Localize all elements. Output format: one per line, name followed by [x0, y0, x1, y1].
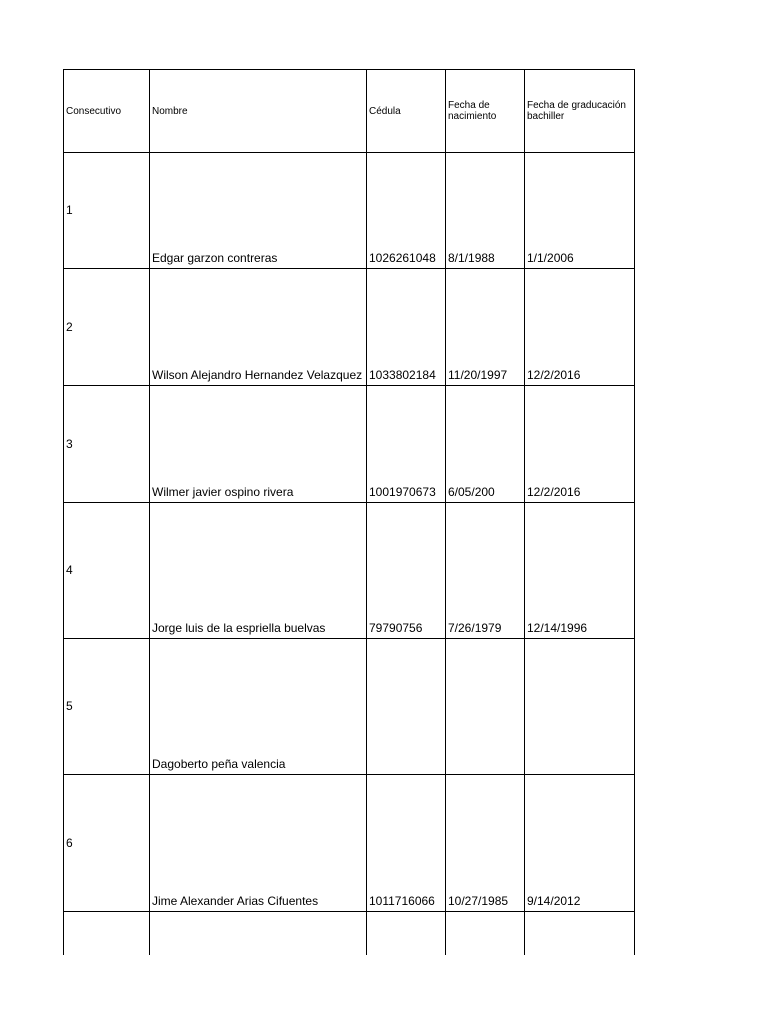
- table-row: [64, 503, 635, 639]
- cell-fecha-nacimiento: 6/05/200: [446, 386, 525, 503]
- cell-cedula: 1026261048: [367, 153, 446, 269]
- table-row: [64, 386, 635, 503]
- table-row: [64, 775, 635, 912]
- cell-cedula: 1001970673: [367, 386, 446, 503]
- table-row: [64, 153, 635, 269]
- cell-fecha-graduacion: 12/2/2016: [525, 269, 635, 386]
- cell-cedula: 1011716066: [367, 775, 446, 912]
- cell-nombre: Edgar garzon contreras: [150, 153, 367, 269]
- cell-empty: [446, 912, 525, 956]
- header-cedula: Cédula: [367, 70, 446, 153]
- cell-empty: [367, 912, 446, 956]
- cell-fecha-nacimiento: 11/20/1997: [446, 269, 525, 386]
- cell-fecha-nacimiento: 10/27/1985: [446, 775, 525, 912]
- cell-consecutivo: 6: [64, 775, 150, 912]
- header-nombre: Nombre: [150, 70, 367, 153]
- cell-fecha-graduacion: [525, 639, 635, 775]
- cell-fecha-graduacion: 1/1/2006: [525, 153, 635, 269]
- cell-empty: [64, 912, 150, 956]
- cell-fecha-nacimiento: 8/1/1988: [446, 153, 525, 269]
- cell-cedula: 1033802184: [367, 269, 446, 386]
- table-row: [64, 269, 635, 386]
- cell-fecha-nacimiento: [446, 639, 525, 775]
- cell-consecutivo: 5: [64, 639, 150, 775]
- cell-nombre: Jorge luis de la espriella buelvas: [150, 503, 367, 639]
- header-consecutivo: Consecutivo: [64, 70, 150, 153]
- cell-nombre: Wilmer javier ospino rivera: [150, 386, 367, 503]
- table-row-empty: [64, 912, 635, 956]
- cell-consecutivo: 2: [64, 269, 150, 386]
- cell-consecutivo: 3: [64, 386, 150, 503]
- header-row: [64, 70, 635, 153]
- cell-nombre: Wilson Alejandro Hernandez Velazquez: [150, 269, 367, 386]
- spreadsheet: [63, 69, 635, 955]
- cell-cedula: [367, 639, 446, 775]
- cell-empty: [150, 912, 367, 956]
- cell-consecutivo: 4: [64, 503, 150, 639]
- cell-fecha-graduacion: 12/14/1996: [525, 503, 635, 639]
- cell-fecha-nacimiento: 7/26/1979: [446, 503, 525, 639]
- cell-cedula: 79790756: [367, 503, 446, 639]
- cell-empty: [525, 912, 635, 956]
- cell-fecha-graduacion: 9/14/2012: [525, 775, 635, 912]
- students-table: [63, 69, 635, 955]
- cell-nombre: Dagoberto peña valencia: [150, 639, 367, 775]
- cell-fecha-graduacion: 12/2/2016: [525, 386, 635, 503]
- cell-nombre: Jime Alexander Arias Cifuentes: [150, 775, 367, 912]
- header-fecha-nacimiento: Fecha de nacimiento: [446, 70, 525, 153]
- cell-consecutivo: 1: [64, 153, 150, 269]
- header-fecha-graduacion: Fecha de graducación bachiller: [525, 70, 635, 153]
- table-row: [64, 639, 635, 775]
